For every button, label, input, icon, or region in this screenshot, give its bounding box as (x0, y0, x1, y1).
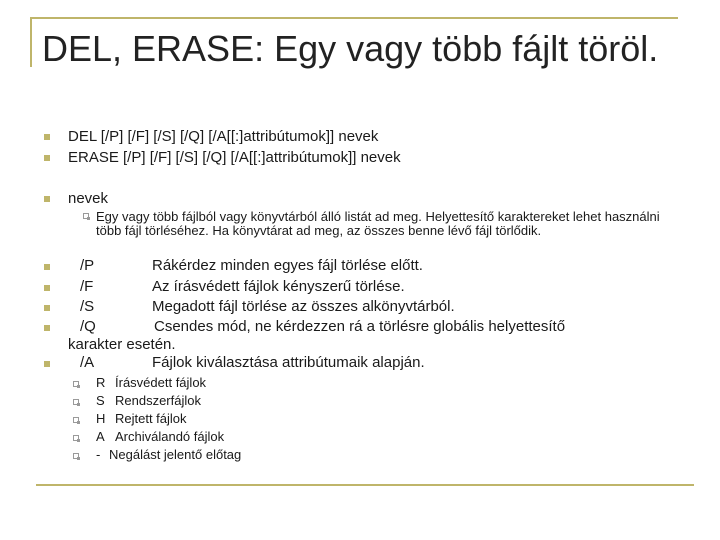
left-rule (30, 17, 32, 67)
bullet-icon (44, 285, 50, 291)
bullet-icon (44, 264, 50, 270)
switch-flag: /Q (80, 318, 96, 335)
switch-desc: Megadott fájl törlése az összes alkönyvtárból. (152, 298, 455, 315)
attribute-desc: Rejtett fájlok (115, 411, 187, 426)
attribute-code: S (96, 393, 105, 408)
param-name: nevek (68, 190, 109, 207)
sub-bullet-icon (73, 453, 79, 459)
attribute-code: R (96, 375, 106, 390)
switch-flag: /P (80, 257, 95, 274)
bullet-icon (44, 305, 50, 311)
bottom-rule (36, 484, 694, 486)
syntax-erase: ERASE [/P] [/F] [/S] [/Q] [/A[[:]attribútumok]] nevek (68, 149, 401, 166)
bullet-icon (44, 361, 50, 367)
bullet-icon (44, 155, 50, 161)
switch-flag: /F (80, 278, 94, 295)
attribute-desc: Rendszerfájlok (115, 393, 201, 408)
switch-desc: Fájlok kiválasztása attribútumaik alapján. (152, 354, 425, 371)
attribute-desc: Negálást jelentő előtag (109, 447, 242, 462)
top-rule (30, 17, 678, 19)
sub-bullet-icon (73, 381, 79, 387)
bullet-icon (44, 196, 50, 202)
switch-desc-continuation: karakter esetén. (68, 336, 176, 353)
sub-bullet-icon (73, 435, 79, 441)
syntax-del: DEL [/P] [/F] [/S] [/Q] [/A[[:]attribútumok]] nevek (68, 128, 379, 145)
switch-flag: /A (80, 354, 95, 371)
attribute-code: - (96, 447, 101, 462)
sub-bullet-icon (83, 213, 89, 219)
param-description: Egy vagy több fájlból vagy könyvtárból álló listát ad meg. Helyettesítő karaktereket lehet használni több fájl törléséhez. Ha könyvtárat ad meg, az összes benne lévő fájl törlődik. (96, 209, 660, 238)
switch-flag: /S (80, 298, 95, 315)
attribute-desc: Írásvédett fájlok (115, 375, 207, 390)
slide-title: DEL, ERASE: Egy vagy több fájlt töröl. (42, 28, 659, 69)
bullet-icon (44, 325, 50, 331)
bullet-icon (44, 134, 50, 140)
attribute-desc: Archiválandó fájlok (115, 429, 225, 444)
sub-bullet-icon (73, 399, 79, 405)
attribute-code: A (96, 429, 105, 444)
sub-bullet-icon (73, 417, 79, 423)
attribute-code: H (96, 411, 106, 426)
switch-desc: Csendes mód, ne kérdezzen rá a törlésre globális helyettesítő (154, 318, 566, 335)
switch-desc: Rákérdez minden egyes fájl törlése előtt. (152, 257, 423, 274)
switch-desc: Az írásvédett fájlok kényszerű törlése. (152, 278, 405, 295)
